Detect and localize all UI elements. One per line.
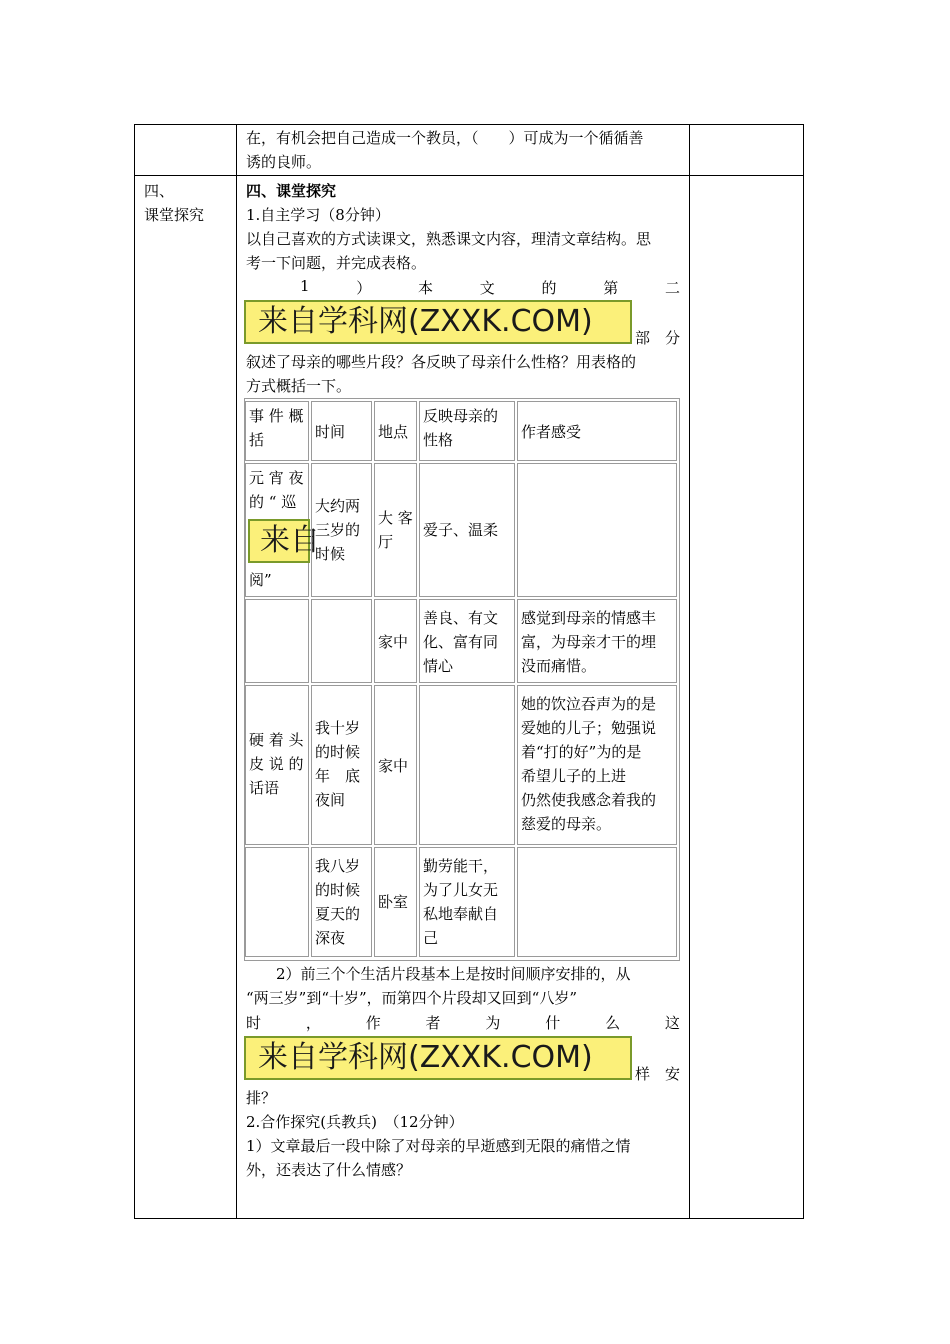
question-2-char-6: 什 bbox=[545, 1014, 561, 1032]
row-1-event-line-2: 的 “ 巡 bbox=[249, 493, 297, 511]
row-2-trait-line-1: 善良、有文 bbox=[423, 609, 499, 627]
header-event-line-1: 事 件 概 bbox=[249, 407, 304, 425]
row-1-event-line-3: 阅” bbox=[249, 571, 272, 589]
row-3-feeling-line-2: 爱她的儿子；勉强说 bbox=[521, 719, 657, 737]
header-trait bbox=[419, 401, 515, 461]
question-2-char-2: ， bbox=[305, 1014, 321, 1032]
question-1-char-7: 二 bbox=[664, 279, 680, 297]
watermark-logo-small: 来自 bbox=[248, 519, 310, 563]
row-4-time-line-4: 深夜 bbox=[315, 929, 346, 947]
row-3-feeling-line-5: 仍然使我感念着我的 bbox=[521, 791, 657, 809]
row-3-feeling-line-3: 着“打的好”为的是 bbox=[521, 743, 642, 761]
column-divider-right bbox=[689, 125, 690, 1218]
header-trait-line-1: 反映母亲的 bbox=[423, 407, 499, 425]
row-3-time-line-1: 我十岁 bbox=[315, 719, 361, 737]
question-2-char-8: 这 bbox=[664, 1014, 680, 1032]
question-2-char-5: 为 bbox=[485, 1014, 501, 1032]
row-1-time-line-3: 时候 bbox=[315, 545, 346, 563]
row-3-time bbox=[311, 685, 372, 845]
cooperative-study-title: 2.合作探究(兵教兵) （12分钟） bbox=[246, 1113, 464, 1131]
row-4-trait-line-1: 勤劳能干， bbox=[423, 857, 499, 875]
question-2-tail: 样 安 bbox=[634, 1065, 680, 1083]
row-1-trait bbox=[419, 463, 515, 597]
top-row-line-1: 在，有机会把自己造成一个教员，（ ）可成为一个循循善 bbox=[246, 129, 644, 147]
question-1-char-2: ） bbox=[356, 279, 372, 297]
question-1-char-6: 第 bbox=[603, 279, 619, 297]
row-4-trait-line-2: 为了儿女无 bbox=[423, 881, 499, 899]
row-1-time-line-2: 三岁的 bbox=[315, 521, 361, 539]
section-heading: 四、课堂探究 bbox=[246, 182, 337, 200]
question-2-char-4: 者 bbox=[425, 1014, 441, 1032]
row-3-place bbox=[374, 685, 417, 845]
row-4-trait-line-3: 私地奉献自 bbox=[423, 905, 499, 923]
intro-line-2: 考一下问题，并完成表格。 bbox=[246, 254, 427, 272]
section-label: 课堂探究 bbox=[144, 206, 205, 224]
row-3-place-line-1: 家中 bbox=[378, 757, 409, 775]
intro-line-1: 以自己喜欢的方式读课文，熟悉课文内容，理清文章结构。思 bbox=[246, 230, 652, 248]
row-4-event bbox=[245, 847, 309, 957]
header-event bbox=[245, 401, 309, 461]
question-2-line-1: 2）前三个个生活片段基本上是按时间顺序安排的，从 bbox=[276, 965, 631, 983]
row-2-feeling-line-3: 没而痛惜。 bbox=[521, 657, 597, 675]
row-4-place bbox=[374, 847, 417, 957]
section-number: 四、 bbox=[144, 182, 175, 200]
row-2-trait-line-3: 情心 bbox=[423, 657, 454, 675]
row-1-event bbox=[245, 463, 320, 597]
row-1-time bbox=[311, 463, 372, 597]
row-3-event-line-1: 硬 着 头 bbox=[249, 731, 304, 749]
question-1-line-3: 方式概括一下。 bbox=[246, 377, 352, 395]
self-study-title: 1.自主学习（8分钟） bbox=[246, 206, 390, 224]
question-1-char-4: 文 bbox=[479, 279, 495, 297]
row-2-event bbox=[245, 599, 309, 683]
row-3-feeling-line-4: 希望儿子的上进 bbox=[521, 767, 627, 785]
row-2-place-line-1: 家中 bbox=[378, 633, 409, 651]
row-3-feeling-line-6: 慈爱的母亲。 bbox=[521, 815, 612, 833]
question-2-line-2: “两三岁”到“十岁”，而第四个片段却又回到“八岁” bbox=[246, 989, 578, 1007]
row-2-time bbox=[311, 599, 372, 683]
question-1-tail: 部 分 bbox=[634, 329, 680, 347]
row-1-event-line-1: 元 宵 夜 bbox=[249, 469, 304, 487]
question-1-line-1 bbox=[300, 277, 680, 298]
row-4-time-line-3: 夏天的 bbox=[315, 905, 361, 923]
row-1-place-line-1: 大 客 bbox=[378, 509, 413, 527]
row-1-trait-line-1: 爱子、温柔 bbox=[423, 521, 499, 539]
row-1-time-line-1: 大约两 bbox=[315, 497, 361, 515]
question-1-char-3: 本 bbox=[418, 279, 434, 297]
question-2-line-4: 排？ bbox=[246, 1089, 277, 1107]
row-3-trait bbox=[419, 685, 515, 845]
question-2-char-1: 时 bbox=[246, 1014, 262, 1032]
row-4-time-line-1: 我八岁 bbox=[315, 857, 361, 875]
question-3-line-1: 1）文章最后一段中除了对母亲的早逝感到无限的痛惜之情 bbox=[246, 1137, 631, 1155]
row-2-feeling bbox=[517, 599, 677, 683]
row-1-feeling bbox=[517, 463, 677, 597]
header-feeling: 作者感受 bbox=[517, 401, 677, 461]
row-4-trait bbox=[419, 847, 515, 957]
row-3-feeling-line-1: 她的饮泣吞声为的是 bbox=[521, 695, 657, 713]
row-2-trait bbox=[419, 599, 515, 683]
header-event-line-2: 括 bbox=[249, 431, 265, 449]
row-4-place-line-1: 卧室 bbox=[378, 893, 409, 911]
row-1-place-line-2: 厅 bbox=[378, 533, 394, 551]
question-3-line-2: 外，还表达了什么情感？ bbox=[246, 1161, 412, 1179]
header-time: 时间 bbox=[311, 401, 372, 461]
question-1-char-1: 1 bbox=[300, 277, 310, 295]
row-2-feeling-line-1: 感觉到母亲的情感丰 bbox=[521, 609, 657, 627]
watermark-logo-1: 来自学科网(ZXXK.COM) bbox=[244, 300, 632, 344]
row-3-time-line-4: 夜间 bbox=[315, 791, 346, 809]
row-3-event-line-3: 话语 bbox=[249, 779, 280, 797]
row-4-time-line-2: 的时候 bbox=[315, 881, 361, 899]
row-divider bbox=[135, 175, 803, 176]
row-2-trait-line-2: 化、富有同 bbox=[423, 633, 499, 651]
row-4-time bbox=[311, 847, 372, 957]
header-trait-line-2: 性格 bbox=[423, 431, 454, 449]
row-3-feeling bbox=[517, 685, 677, 845]
column-divider-left bbox=[236, 125, 237, 1218]
question-1-char-5: 的 bbox=[541, 279, 557, 297]
question-2-char-7: 么 bbox=[605, 1014, 621, 1032]
question-1-line-2: 叙述了母亲的哪些片段？各反映了母亲什么性格？用表格的 bbox=[246, 353, 637, 371]
row-3-time-line-3: 年 底 bbox=[315, 767, 361, 785]
top-row-line-2: 诱的良师。 bbox=[246, 153, 322, 171]
question-2-line-3 bbox=[246, 1012, 680, 1033]
row-4-feeling bbox=[517, 847, 677, 957]
row-3-event bbox=[245, 685, 309, 845]
row-3-time-line-2: 的时候 bbox=[315, 743, 361, 761]
watermark-logo-2: 来自学科网(ZXXK.COM) bbox=[244, 1036, 632, 1080]
row-4-trait-line-4: 己 bbox=[423, 929, 439, 947]
row-3-event-line-2: 皮 说 的 bbox=[249, 755, 304, 773]
question-2-char-3: 作 bbox=[365, 1014, 381, 1032]
row-2-feeling-line-2: 富，为母亲才干的埋 bbox=[521, 633, 657, 651]
row-1-place bbox=[374, 463, 417, 597]
row-2-place bbox=[374, 599, 417, 683]
header-place: 地点 bbox=[374, 401, 417, 461]
